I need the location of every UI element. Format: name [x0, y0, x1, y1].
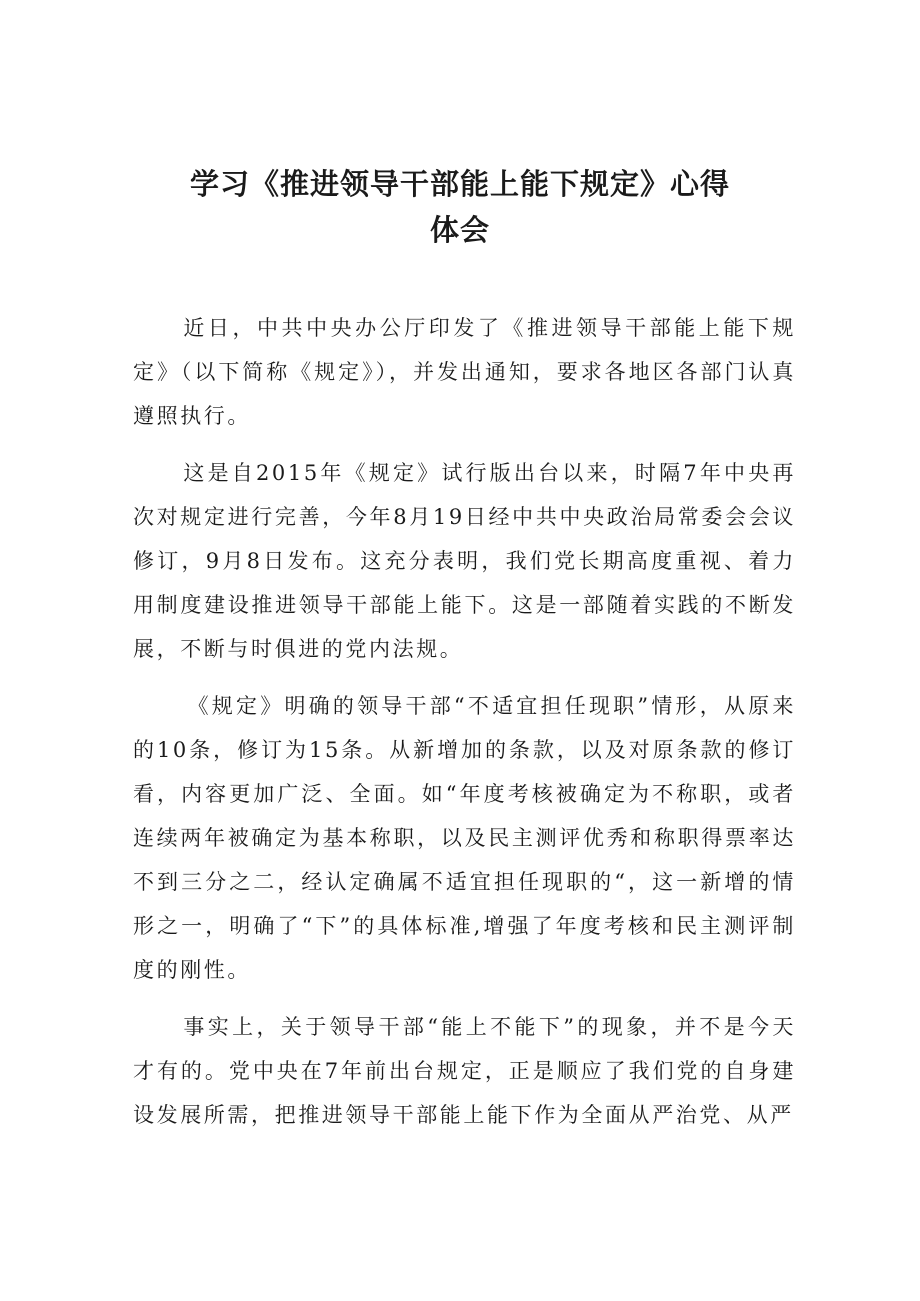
document-title-line-2: 体会: [429, 213, 490, 247]
document-title-line-1: 学习《推进领导干部能上能下规定》心得: [189, 167, 730, 201]
paragraph-1: 近日，中共中央办公厅印发了《推进领导干部能上能下规定》（以下简称《规定》），并发出通知，要求各地区各部门认真遵照执行。: [133, 316, 796, 428]
paragraph-2: 这是自2015年《规定》试行版出台以来，时隔7年中央再次对规定进行完善，今年8月19日经中共中央政治局常委会会议修订，9月8日发布。这充分表明，我们党长期高度重视、着力用制度建设推进领导干部能上能下。这是一部随着实践的不断发展，不断与时俱进的党内法规。: [133, 461, 796, 661]
document-body: [133, 306, 796, 1150]
paragraph-3: 《规定》明确的领导干部“不适宜担任现职”情形，从原来的10条，修订为15条。从新增加的条款，以及对原条款的修订看，内容更加广泛、全面。如“年度考核被确定为不称职，或者连续两年被确定为基本称职，以及民主测评优秀和称职得票率达不到三分之二，经认定确属不适宜担任现职的“，这一新增的情形之一，明确了“下”的具体标准,增强了年度考核和民主测评制度的刚性。: [133, 694, 796, 982]
paragraph-4: 事实上，关于领导干部“能上不能下”的现象，并不是今天才有的。党中央在7年前出台规定，正是顺应了我们党的自身建设发展所需，把推进领导干部能上能下作为全面从严治党、从严: [133, 1015, 796, 1127]
